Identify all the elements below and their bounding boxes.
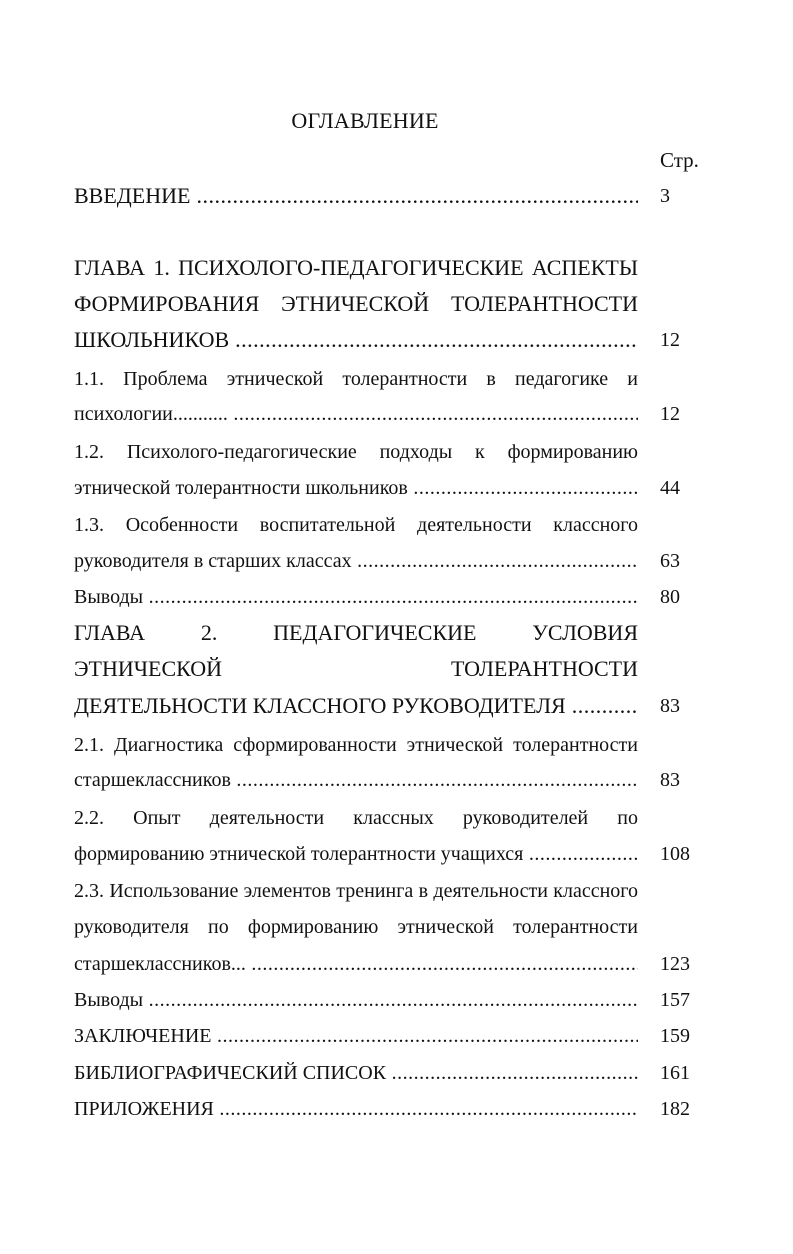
toc-page-conclusions-ch1: 80 [660, 586, 680, 608]
toc-page-2-1: 83 [660, 769, 680, 791]
page-column-header: Стр. [660, 148, 699, 172]
toc-page-1-3: 63 [660, 550, 680, 572]
toc-page-appendices: 182 [660, 1098, 690, 1120]
toc-entry-chapter2-line3: ДЕЯТЕЛЬНОСТИ КЛАССНОГО РУКОВОДИТЕЛЯ ..... [74, 694, 638, 718]
toc-entry-2-2-line1: 2.2. Опыт деятельности классных руководителей по [74, 807, 638, 829]
toc-title: ОГЛАВЛЕНИЕ [291, 108, 439, 133]
toc-entry-1-3-line2: руководителя в старших классах ..... [74, 549, 638, 573]
toc-page-1-1: 12 [660, 403, 680, 425]
toc-entry-bibliography: БИБЛИОГРАФИЧЕСКИЙ СПИСОК ..... [74, 1061, 638, 1085]
toc-entry-2-3-line2: руководителя по формированию этнической толерантности [74, 916, 638, 938]
toc-entry-chapter2-line2: ЭТНИЧЕСКОЙ ТОЛЕРАНТНОСТИ [74, 657, 638, 681]
toc-entry-conclusion: ЗАКЛЮЧЕНИЕ ..... [74, 1024, 638, 1048]
toc-page-introduction: 3 [660, 185, 670, 207]
toc-entry-chapter2-line1: ГЛАВА 2. ПЕДАГОГИЧЕСКИЕ УСЛОВИЯ [74, 621, 638, 645]
toc-entry-1-2-line1: 1.2. Психолого-педагогические подходы к формированию [74, 441, 638, 463]
toc-page-bibliography: 161 [660, 1062, 690, 1084]
toc-entry-chapter1-line3: ШКОЛЬНИКОВ ..... [74, 328, 638, 352]
toc-entry-2-1-line2: старшеклассников ..... [74, 768, 638, 792]
toc-entry-introduction: ВВЕДЕНИЕ ..... [74, 184, 638, 208]
toc-page-chapter2: 83 [660, 695, 680, 717]
toc-entry-2-3-line3: старшеклассников... ..... [74, 952, 638, 976]
toc-entry-1-1-line1: 1.1. Проблема этнической толерантности в педагогике и [74, 368, 638, 390]
toc-entry-1-1-line2: психологии........... ..... [74, 402, 638, 426]
toc-page-conclusion: 159 [660, 1025, 690, 1047]
toc-entry-2-1-line1: 2.1. Диагностика сформированности этнической толерантности [74, 734, 638, 756]
toc-entry-1-3-line1: 1.3. Особенности воспитательной деятельности классного [74, 514, 638, 536]
toc-entry-chapter1-line2: ФОРМИРОВАНИЯ ЭТНИЧЕСКОЙ ТОЛЕРАНТНОСТИ [74, 292, 638, 316]
toc-entry-conclusions-ch2: Выводы ..... [74, 988, 638, 1012]
toc-entry-1-2-line2: этнической толерантности школьников ..... [74, 476, 638, 500]
toc-entry-2-2-line2: формированию этнической толерантности учащихся ..... [74, 842, 638, 866]
toc-entry-appendices: ПРИЛОЖЕНИЯ ..... [74, 1097, 638, 1121]
toc-page-2-3: 123 [660, 953, 690, 975]
toc-page-chapter1: 12 [660, 329, 680, 351]
toc-page-2-2: 108 [660, 843, 690, 865]
toc-page-1-2: 44 [660, 477, 680, 499]
toc-entry-2-3-line1: 2.3. Использование элементов тренинга в деятельности классного [74, 880, 638, 902]
toc-entry-chapter1-line1: ГЛАВА 1. ПСИХОЛОГО-ПЕДАГОГИЧЕСКИЕ АСПЕКТЫ [74, 256, 638, 280]
toc-entry-conclusions-ch1: Выводы ..... [74, 585, 638, 609]
toc-page-conclusions-ch2: 157 [660, 989, 690, 1011]
